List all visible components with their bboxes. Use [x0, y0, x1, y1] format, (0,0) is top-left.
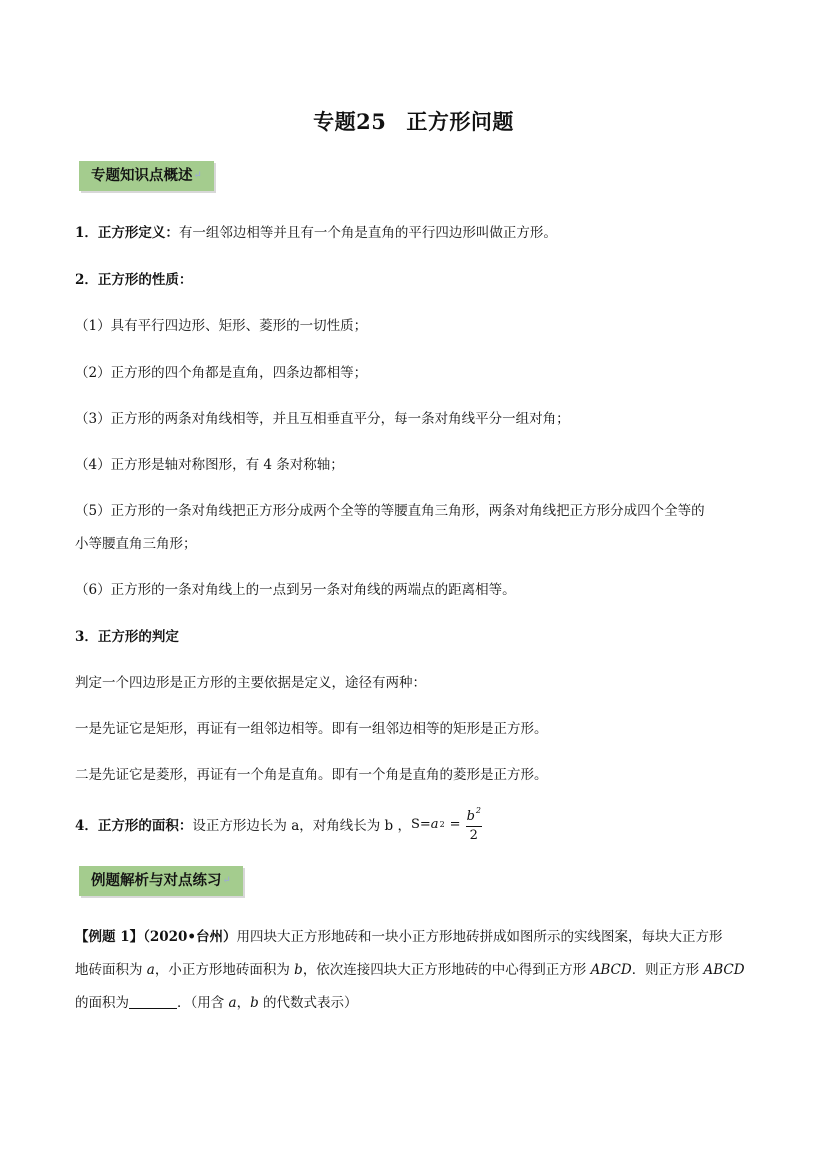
- property-line: （6）正方形的一条对角线上的一点到另一条对角线的两端点的距离相等。: [75, 582, 516, 598]
- area-paragraph: [75, 804, 483, 844]
- area-formula: [411, 807, 483, 842]
- var-a: a: [228, 995, 237, 1011]
- section-label: 例题解析与对点练习: [91, 872, 222, 889]
- criteria-line: 判定一个四边形是正方形的主要依据是定义，途径有两种：: [75, 675, 426, 691]
- formula-a: a: [430, 816, 439, 832]
- fraction-numerator: $b^2$: [466, 805, 481, 824]
- example-line: [75, 925, 723, 945]
- property-line: （4）正方形是轴对称图形，有 4 条对称轴；: [75, 457, 344, 473]
- return-mark-icon: ↵: [222, 875, 231, 886]
- section-label: 专题知识点概述: [91, 167, 193, 184]
- formula-fraction: [465, 807, 483, 842]
- fraction-denominator: 2: [469, 827, 478, 843]
- answer-blank[interactable]: [129, 996, 177, 1009]
- example-source: （2020•台州）: [143, 929, 237, 945]
- property-line: （2）正方形的四个角都是直角，四条边都相等；: [75, 365, 368, 381]
- example-text: 用四块大正方形地砖和一块小正方形地砖拼成如图所示的实线图案，每块大正方形: [236, 929, 723, 945]
- property-line: （1）具有平行四边形、矩形、菱形的一切性质；: [75, 318, 368, 334]
- formula-equals: =: [449, 816, 461, 832]
- area-text: 设正方形边长为 a，对角线长为 b ，: [192, 818, 411, 834]
- definition-paragraph: [75, 221, 557, 241]
- definition-text: 有一组邻边相等并且有一个角是直角的平行四边形叫做正方形。: [178, 225, 557, 241]
- fraction-bar: [466, 826, 482, 827]
- example-line: 地砖面积为 a，小正方形地砖面积为 b，依次连接四块大正方形地砖的中心得到正方形 ABCD．则正方形 ABCD: [75, 962, 745, 978]
- property-line: （5）正方形的一条对角线把正方形分成两个全等的等腰直角三角形，两条对角线把正方形分成四个全等的: [75, 503, 705, 519]
- section-banner-examples: [79, 866, 243, 896]
- var-b: b: [250, 995, 259, 1011]
- section-banner-overview: [79, 161, 214, 191]
- properties-heading: 2．正方形的性质：: [75, 272, 193, 288]
- page-title: [0, 106, 827, 136]
- criteria-heading: 3．正方形的判定: [75, 629, 179, 645]
- return-mark-icon: ↵: [193, 170, 202, 181]
- definition-label: 1．正方形定义：: [75, 225, 179, 241]
- square-name: ABCD: [703, 962, 745, 978]
- criteria-line: 一是先证它是矩形，再证有一组邻边相等。即有一组邻边相等的矩形是正方形。: [75, 721, 548, 737]
- formula-exponent: 2: [439, 819, 445, 829]
- criteria-line: 二是先证它是菱形，再证有一个角是直角。即有一个角是直角的菱形是正方形。: [75, 767, 548, 783]
- formula-lhs: S=: [410, 816, 431, 832]
- area-label: 4．正方形的面积：: [75, 818, 193, 834]
- var-b: b: [294, 962, 303, 978]
- var-a: a: [146, 962, 155, 978]
- property-line: （3）正方形的两条对角线相等，并且互相垂直平分，每一条对角线平分一组对角；: [75, 411, 570, 427]
- property-line: 小等腰直角三角形；: [75, 536, 197, 552]
- square-name: ABCD: [590, 962, 632, 978]
- example-line: 的面积为 ．（用含 a，b 的代数式表示）: [75, 995, 358, 1011]
- title-number: 专题25: [313, 109, 387, 134]
- numerator-exponent: 2: [475, 805, 481, 815]
- example-tag: 【例题 1】: [75, 929, 144, 945]
- title-text: 正方形问题: [406, 109, 514, 134]
